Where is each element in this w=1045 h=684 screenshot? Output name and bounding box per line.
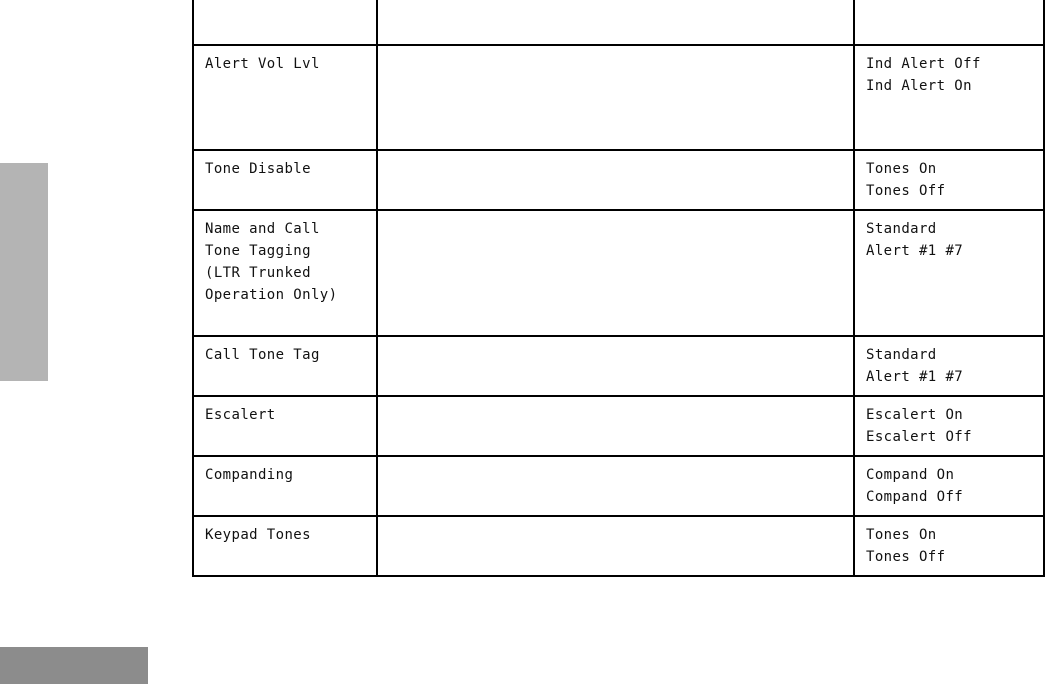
feature-name-cell <box>193 516 377 576</box>
header-cell-feature <box>193 0 377 45</box>
feature-name-line: Keypad Tones <box>205 527 311 543</box>
feature-description-cell <box>377 336 854 396</box>
table-row <box>193 210 1044 336</box>
feature-name-line: (LTR Trunked <box>205 265 311 281</box>
table-row <box>193 336 1044 396</box>
feature-name-cell <box>193 396 377 456</box>
table-row <box>193 456 1044 516</box>
feature-options-cell <box>854 150 1044 210</box>
feature-option: Standard <box>866 347 937 363</box>
feature-description-cell <box>377 396 854 456</box>
feature-option: Escalert On <box>866 407 964 423</box>
feature-name-cell <box>193 150 377 210</box>
page-footer-tab <box>0 647 148 684</box>
table-row <box>193 150 1044 210</box>
table-row <box>193 396 1044 456</box>
feature-name-line: Tone Disable <box>205 161 311 177</box>
feature-description-cell <box>377 150 854 210</box>
side-section-tab <box>0 163 48 381</box>
header-cell-options <box>854 0 1044 45</box>
feature-option: Standard <box>866 221 937 237</box>
feature-options-cell <box>854 516 1044 576</box>
feature-option: Tones On <box>866 527 937 543</box>
feature-option: Ind Alert Off <box>866 56 981 72</box>
feature-option: Tones Off <box>866 549 946 565</box>
feature-name-line: Name and Call <box>205 221 320 237</box>
feature-description-cell <box>377 516 854 576</box>
table-header-row <box>193 0 1044 45</box>
feature-option: Ind Alert On <box>866 78 972 94</box>
feature-name-cell <box>193 456 377 516</box>
feature-name-line: Escalert <box>205 407 276 423</box>
feature-options-cell <box>854 210 1044 336</box>
feature-description-cell <box>377 45 854 150</box>
feature-description-cell <box>377 210 854 336</box>
feature-option: Alert #1 #7 <box>866 369 964 385</box>
feature-description-cell <box>377 456 854 516</box>
feature-name-line: Tone Tagging <box>205 243 311 259</box>
feature-name-line: Operation Only) <box>205 287 338 303</box>
feature-menu-table <box>192 0 1045 577</box>
feature-options-cell <box>854 336 1044 396</box>
feature-name-line: Alert Vol Lvl <box>205 56 320 72</box>
feature-options-cell <box>854 45 1044 150</box>
feature-option: Tones On <box>866 161 937 177</box>
feature-name-cell <box>193 45 377 150</box>
header-cell-description <box>377 0 854 45</box>
feature-options-cell <box>854 456 1044 516</box>
feature-name-line: Companding <box>205 467 294 483</box>
feature-option: Alert #1 #7 <box>866 243 964 259</box>
feature-name-cell <box>193 336 377 396</box>
feature-option: Escalert Off <box>866 429 972 445</box>
feature-option: Compand On <box>866 467 955 483</box>
table-row <box>193 45 1044 150</box>
feature-options-cell <box>854 396 1044 456</box>
table-row <box>193 516 1044 576</box>
feature-option: Compand Off <box>866 489 964 505</box>
feature-option: Tones Off <box>866 183 946 199</box>
feature-name-line: Call Tone Tag <box>205 347 320 363</box>
feature-name-cell <box>193 210 377 336</box>
